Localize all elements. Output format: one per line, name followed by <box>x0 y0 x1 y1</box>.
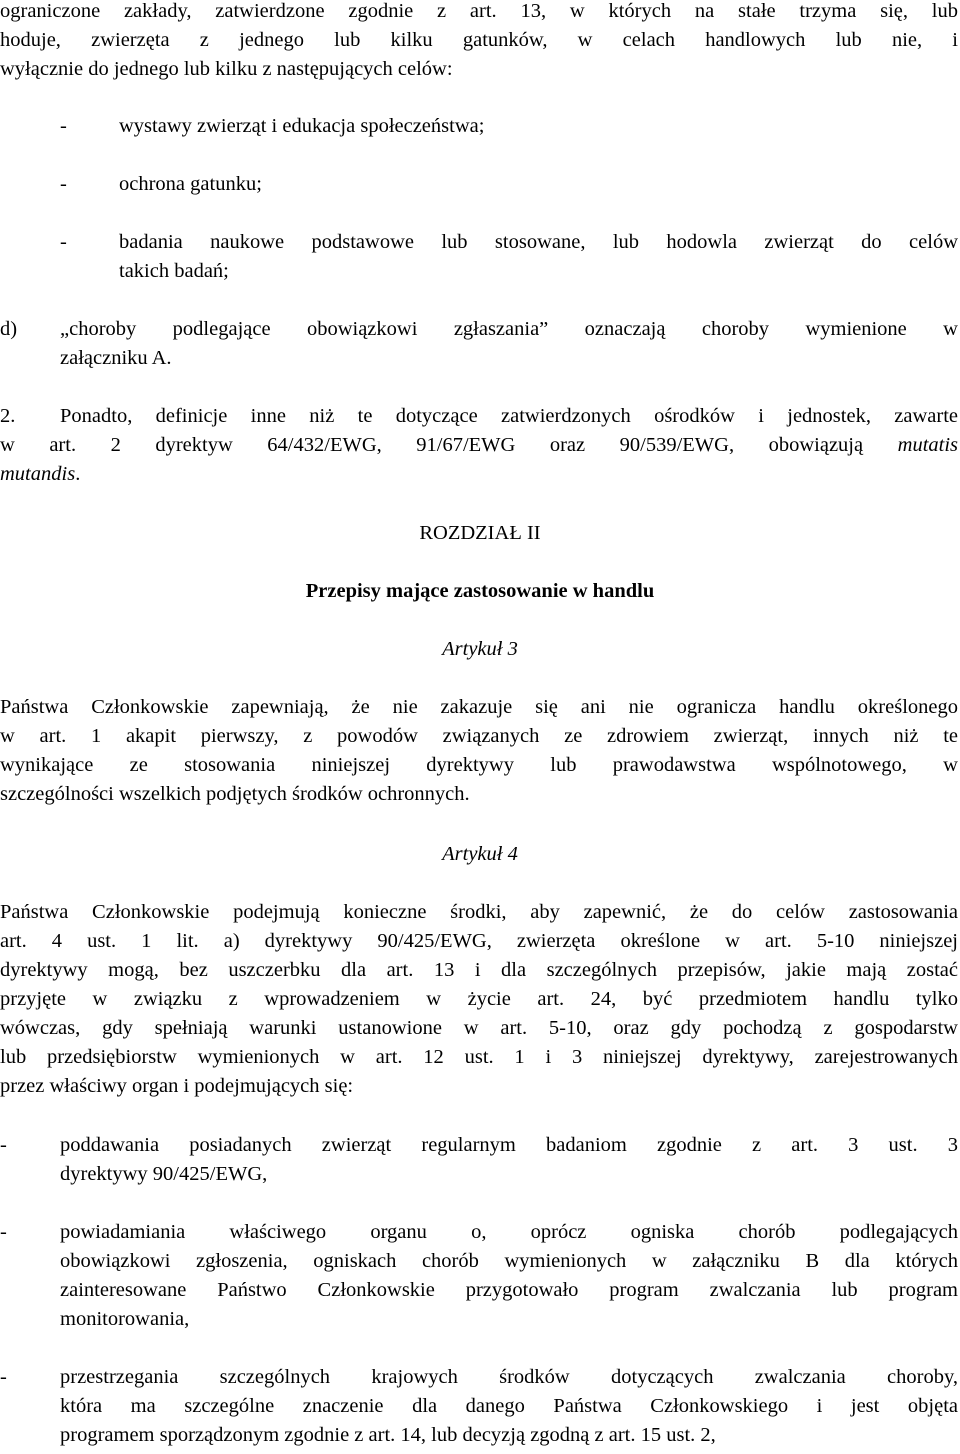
article-3-heading: Artykuł 3 <box>442 638 518 660</box>
text-line: która ma szczególne znaczenie dla danego Państwa Członkowskiego i jest objęta <box>60 1395 958 1417</box>
text-line: Państwa Członkowskie podejmują konieczne środki, aby zapewnić, że do celów zastosowania <box>0 901 958 923</box>
text-line: badania naukowe podstawowe lub stosowane, lub hodowla zwierząt do celów <box>119 231 958 253</box>
text-line: wyłącznie do jednego lub kilku z następujących celów: <box>0 58 453 80</box>
text-line: wystawy zwierząt i edukacja społeczeństwa; <box>119 115 485 137</box>
text-line: dyrektywy mogą, bez uszczerbku dla art. 13 i dla szczególnych przepisów, jakie mają zostać <box>0 959 958 981</box>
list-dash: - <box>60 231 67 253</box>
point-marker: d) <box>0 318 18 340</box>
list-dash: - <box>0 1221 7 1243</box>
text-line: Państwa Członkowskie zapewniają, że nie zakazuje się ani nie ogranicza handlu określonego <box>0 696 958 718</box>
point-marker: 2. <box>0 405 16 427</box>
text-line: przestrzegania szczególnych krajowych środków dotyczących zwalczania choroby, <box>60 1366 958 1388</box>
italic-term: mutandis <box>0 463 76 485</box>
italic-term: mutatis <box>897 434 959 456</box>
text-line: monitorowania, <box>60 1308 190 1330</box>
text-line: art. 4 ust. 1 lit. a) dyrektywy 90/425/EWG, zwierzęta określone w art. 5-10 niniejszej <box>0 930 958 952</box>
text-line: załączniku A. <box>60 347 172 369</box>
text-line <box>0 460 80 489</box>
text-line: powiadamiania właściwego organu o, oprócz ogniska chorób podlegających <box>60 1221 958 1243</box>
list-dash: - <box>60 173 67 195</box>
text-line: poddawania posiadanych zwierząt regularnym badaniom zgodnie z art. 3 ust. 3 <box>60 1134 958 1156</box>
list-dash: - <box>60 115 67 137</box>
text-line: przez właściwy organ i podejmujących się: <box>0 1075 354 1097</box>
text-line: dyrektywy 90/425/EWG, <box>60 1163 268 1185</box>
text-line: lub przedsiębiorstw wymienionych w art. 12 ust. 1 i 3 niniejszej dyrektywy, zarejestrowanych <box>0 1046 958 1068</box>
list-dash: - <box>0 1134 7 1156</box>
text-line: „choroby podlegające obowiązkowi zgłaszania” oznaczają choroby wymienione w <box>60 318 958 340</box>
text-line: wynikające ze stosowania niniejszej dyrektywy lub prawodawstwa wspólnotowego, w <box>0 754 958 776</box>
text-line-with-italic <box>0 431 958 460</box>
article-4-heading: Artykuł 4 <box>442 843 518 865</box>
text-line: Ponadto, definicje inne niż te dotyczące zatwierdzonych ośrodków i jednostek, zawarte <box>60 405 958 427</box>
chapter-title: Przepisy mające zastosowanie w handlu <box>305 580 655 602</box>
chapter-heading: ROZDZIAŁ II <box>419 522 541 544</box>
text-segment: . <box>75 463 81 485</box>
text-line: zainteresowane Państwo Członkowskie przygotowało program zwalczania lub program <box>60 1279 958 1301</box>
text-line: w art. 1 akapit pierwszy, z powodów związanych ze zdrowiem zwierząt, innych niż te <box>0 725 958 747</box>
text-line: wówczas, gdy spełniają warunki ustanowione w art. 5-10, oraz gdy pochodzą z gospodarstw <box>0 1017 958 1039</box>
text-line: ograniczone zakłady, zatwierdzone zgodnie z art. 13, w których na stałe trzyma się, lub <box>0 0 958 22</box>
text-line: hoduje, zwierzęta z jednego lub kilku gatunków, w celach handlowych lub nie, i <box>0 29 958 51</box>
text-segment: w art. 2 dyrektyw 64/432/EWG, 91/67/EWG oraz 90/539/EWG, obowiązują <box>0 434 864 456</box>
text-line: takich badań; <box>119 260 229 282</box>
text-line: obowiązkowi zgłoszenia, ogniskach chorób wymienionych w załączniku B dla których <box>60 1250 958 1272</box>
text-line: przyjęte w związku z wprowadzeniem w życie art. 24, być przedmiotem handlu tylko <box>0 988 958 1010</box>
text-line: ochrona gatunku; <box>119 173 262 195</box>
list-dash: - <box>0 1366 7 1388</box>
text-line: szczególności wszelkich podjętych środków ochronnych. <box>0 783 470 805</box>
text-line: programem sporządzonym zgodnie z art. 14, lub decyzją zgodną z art. 15 ust. 2, <box>60 1424 716 1446</box>
